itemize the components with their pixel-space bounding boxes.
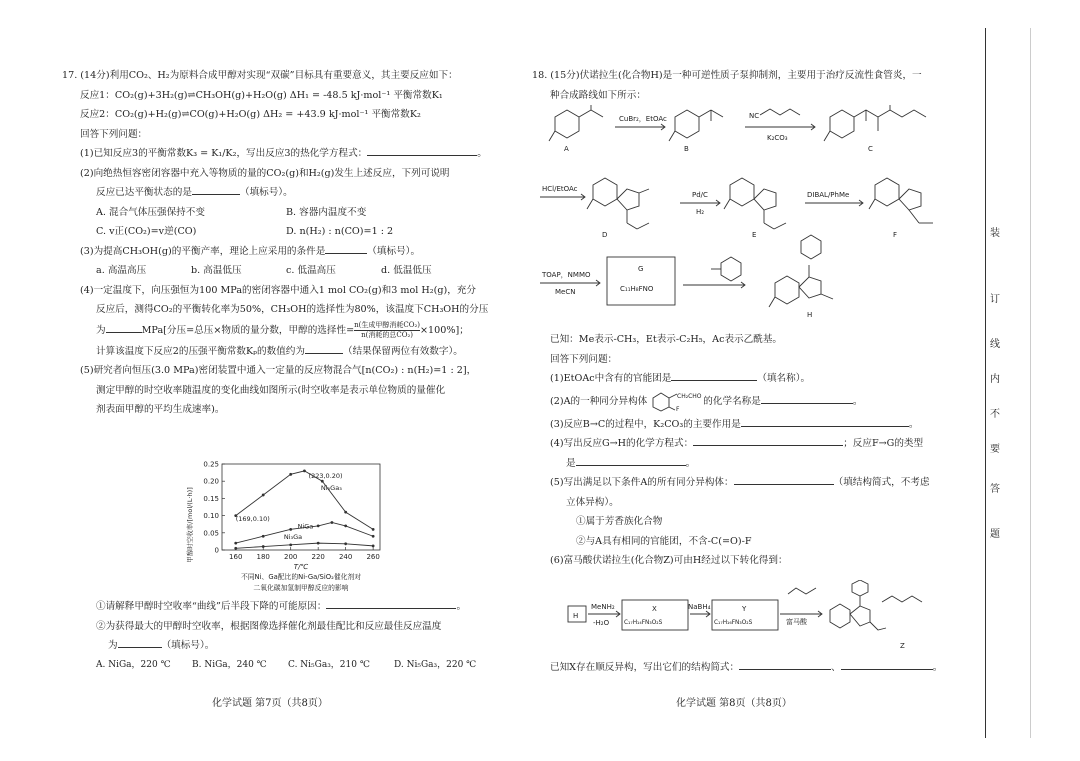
benzene-ring-b <box>675 110 699 138</box>
data-point <box>372 528 375 531</box>
x-tick-label: 200 <box>284 553 298 561</box>
reagent-toap: TOAP，NMMO <box>542 271 591 279</box>
answer-blank[interactable] <box>734 473 834 485</box>
option-a: A. NiGa，220 ℃ <box>96 659 171 670</box>
binding-notice-char: 线 <box>990 339 1000 350</box>
answer-blank[interactable] <box>305 342 343 354</box>
reagent-h2: H₂ <box>696 208 705 216</box>
data-point <box>289 473 292 476</box>
binding-notice-char: 要 <box>990 444 1000 455</box>
q18-part4b: 是 。 <box>532 454 962 474</box>
fraction-denominator: n(消耗的总CO₂) <box>361 330 413 339</box>
compound-h-label: H <box>573 612 579 620</box>
reagent-nc: NC <box>749 112 760 120</box>
q18-part5-cond2: ②与A具有相同的官能团，不含-C(=O)-F <box>576 535 752 547</box>
answer-blank[interactable] <box>841 658 933 670</box>
data-point <box>303 469 306 472</box>
data-point <box>262 545 265 548</box>
answer-blank[interactable] <box>118 636 162 648</box>
label-a: A <box>564 145 569 153</box>
binding-notice-char: 订 <box>990 294 1000 305</box>
y-axis-label: 甲醇时空收率/[mol/(L·h)] <box>186 487 194 563</box>
answer-blank[interactable] <box>739 658 831 670</box>
series-label: Ni₅Ga₃ <box>320 483 342 492</box>
svg-text:F: F <box>676 406 680 412</box>
compound-y-title: Y <box>742 605 747 613</box>
x-axis-label: T/℃ <box>293 563 309 571</box>
q17-part4c: 为 MPa[分压=总压×物质的量分数，甲醇的选择性= n(生成甲醇消耗CO₂) n(消耗的总CO₂) ×100%]； <box>96 320 469 339</box>
answer-blank[interactable] <box>741 415 909 427</box>
data-point <box>234 547 237 550</box>
chart-caption-1: 不同Ni、Ga配比的Ni-Ga/SiO₂催化剂对 <box>240 573 362 581</box>
x-tick-label: 240 <box>338 553 353 561</box>
q18-part2: (2)A的一种同分异构体 CH₂CHO F 的化学名称是 。 <box>532 389 962 415</box>
question-18-parts <box>532 330 962 571</box>
svg-text:CH₂CHO: CH₂CHO <box>677 393 702 400</box>
compound-z-label: Z <box>900 642 905 650</box>
label-c: C <box>868 145 873 153</box>
pyrrole-ring-f <box>899 189 921 210</box>
option-b: b. 高温低压 <box>191 265 242 276</box>
q18-ask: 回答下列问题： <box>550 353 618 365</box>
benzene-ring-e <box>730 178 754 206</box>
answer-blank[interactable] <box>576 454 686 466</box>
fraction-numerator: n(生成甲醇消耗CO₂) <box>354 320 420 329</box>
y-tick-label: 0.10 <box>203 512 219 521</box>
q17-part4a: (4)一定温度下，向压强恒为100 MPa的密闭容器中通入1 mol CO₂(g)和3 mol H₂(g)，充分 <box>80 284 476 296</box>
option-d: D. n(H₂) : n(CO)=1 : 2 <box>286 226 394 237</box>
option-c: C. Ni₅Ga₃，210 ℃ <box>288 659 370 670</box>
option-d: d. 低温低压 <box>381 265 432 276</box>
binding-notice-char: 不 <box>990 409 1000 420</box>
data-point <box>321 480 324 483</box>
data-point <box>344 511 347 514</box>
x-tick-label: 160 <box>229 553 243 561</box>
compound-y-formula: C₁₇H₁₆FN₃O₂S <box>714 620 753 626</box>
label-h: H <box>807 311 813 319</box>
option-c: C. v正(CO₂)=v逆(CO) <box>96 226 197 237</box>
q18-part5-cond1: ①属于芳香族化合物 <box>576 516 663 527</box>
q17-part2a: (2)向绝热恒容密闭容器中充入等物质的量的CO₂(g)和H₂(g)发生上述反应，下列可说明 <box>80 167 450 179</box>
answer-blank[interactable] <box>325 242 367 254</box>
reagent-h2o: -H₂O <box>593 619 610 627</box>
reagent-nabh4: NaBH₄ <box>688 603 711 611</box>
x-tick-label: 180 <box>256 553 270 561</box>
binding-notice-char: 答 <box>990 484 1000 495</box>
q18-part1: (1)EtOAc中含有的官能团是 （填名称）。 <box>532 369 962 389</box>
compound-g-title: G <box>638 265 644 273</box>
fumarate-scheme <box>560 580 960 652</box>
label-e: E <box>752 231 757 239</box>
y-tick-label: 0.20 <box>203 477 219 486</box>
answer-blank[interactable] <box>761 392 853 404</box>
q17-part5a: (5)研究者向恒压(3.0 MPa)密闭装置中通入一定量的反应物混合气[n(CO₂) : n(H₂)=1 : 2]， <box>80 365 477 376</box>
y-tick-label: 0.15 <box>203 494 219 503</box>
reagent-mecn: MeCN <box>555 288 576 296</box>
pyridine-ring-h <box>801 235 821 259</box>
pyrrole-ring-d <box>617 189 639 210</box>
answer-blank[interactable] <box>192 183 240 195</box>
binding-notice-char: 装 <box>990 228 1000 239</box>
page-footer-right: 化学试题 第8页（共8页） <box>676 698 792 709</box>
binding-notice-char: 内 <box>990 374 1000 385</box>
series-line-3 <box>236 543 373 548</box>
q18-known: 已知：Me表示-CH₃，Et表示-C₂H₅，Ac表示乙酰基。 <box>550 334 783 345</box>
y-tick-label: 0 <box>214 546 219 555</box>
q18-part5: (5)写出满足以下条件A的所有同分异构体： （填结构简式，不考虑 <box>532 473 962 493</box>
q17-part5-2b: 为 （填标号）。 <box>62 636 507 656</box>
annotation-start: (169,0.10) <box>235 514 270 523</box>
data-point <box>372 535 375 538</box>
answer-blank[interactable] <box>326 597 456 609</box>
label-d: D <box>602 231 608 239</box>
benzene-ring-a <box>555 110 579 138</box>
q18-title: 18. (15分)伏诺拉生(化合物H)是一种可逆性质子泵抑制剂，主要用于治疗反流性食管炎，一 <box>532 70 922 81</box>
question-18 <box>532 66 962 105</box>
x-tick-label: 220 <box>311 553 325 561</box>
q18-part6-tail: 已知X存在顺反异构，写出它们的结构简式： 、 。 <box>532 658 962 678</box>
pyridine-ring <box>721 257 741 281</box>
reagent-fumaric: 富马酸 <box>786 618 807 626</box>
q17-part1: (1)已知反应3的平衡常数K₃ = K₁/K₂，写出反应3的热化学方程式： 。 <box>62 144 507 164</box>
option-d: D. Ni₅Ga₃，220 ℃ <box>394 659 477 670</box>
option-a: a. 高温高压 <box>96 265 147 276</box>
series-label: Ni₃Ga <box>283 532 303 541</box>
q17-part2b: 反应已达平衡状态的是 （填标号）。 <box>62 183 507 203</box>
reagent-menh2: MeNH₂ <box>591 603 615 611</box>
q18-part3: (3)反应B→C的过程中，K₂CO₃的主要作用是 。 <box>532 415 962 435</box>
benzene-ring-h <box>775 276 799 304</box>
answer-blank[interactable] <box>367 144 477 156</box>
option-b: B. 容器内温度不变 <box>286 206 367 218</box>
x-tick-label: 260 <box>366 553 380 561</box>
pyrrole-ring-e <box>754 189 776 210</box>
q17-part4d: 计算该温度下反应2的压强平衡常数Kₚ的数值约为 （结果保留两位有效数字）。 <box>62 342 507 362</box>
q18-part6: (6)富马酸伏诺拉生(化合物Z)可由H经过以下转化得到： <box>550 555 788 566</box>
q17-part5-options <box>62 656 507 676</box>
reagent-cubr2: CuBr₂，EtOAc <box>619 115 667 123</box>
q18-title-2: 种合成路线如下所示： <box>550 89 646 101</box>
benzene-ring-d <box>593 178 617 206</box>
q18-part4: (4)写出反应G→H的化学方程式： ；反应F→G的类型 <box>532 434 962 454</box>
reagent-dibal: DIBAL/PhMe <box>807 191 850 199</box>
q17-part5-2a: ②为获得最大的甲醇时空收率，根据图像选择催化剂最佳配比和反应最佳反应温度 <box>96 620 442 632</box>
data-point <box>289 528 292 531</box>
q17-part5-1: ①请解释甲醇时空收率“曲线”后半段下降的可能原因： 。 <box>62 597 507 617</box>
reaction-1: 反应1：CO₂(g)+3H₂(g)⇌CH₃OH(g)+H₂O(g) ΔH₁ = -48.5 kJ·mol⁻¹ 平衡常数K₁ <box>80 89 443 101</box>
question-17-part5-subs <box>62 597 507 675</box>
option-a: A. 混合气体压强保持不变 <box>96 206 205 218</box>
page-footer-left: 化学试题 第7页（共8页） <box>212 698 328 709</box>
annotation-peak: (223,0.20) <box>308 471 343 480</box>
q18-part5b: 立体异构）。 <box>566 496 619 508</box>
data-point <box>262 494 265 497</box>
q17-part2-options-ab <box>62 203 507 223</box>
reagent-hcl: HCl/EtOAc <box>542 185 578 193</box>
reagent-k2co3: K₂CO₃ <box>767 134 788 142</box>
q17-part5c: 剂表面甲醇的平均生成速率)。 <box>96 404 225 415</box>
data-point <box>372 544 375 547</box>
pyrrole-ring-h <box>799 277 821 298</box>
y-tick-label: 0.05 <box>203 529 219 538</box>
data-point <box>344 542 347 545</box>
methanol-yield-chart <box>180 452 390 602</box>
label-f: F <box>893 231 898 239</box>
isomer-structure <box>647 390 703 412</box>
series-label: NiGa <box>297 522 314 531</box>
data-point <box>317 542 320 545</box>
answer-prompt: 回答下列问题： <box>80 128 148 140</box>
binding-notice-char: 题 <box>990 529 1000 540</box>
q17-part5b: 测定甲醇的时空收率随温度的变化曲线如图所示(时空收率是表示单位物质的量催化 <box>96 384 446 396</box>
answer-blank[interactable] <box>106 321 142 333</box>
answer-blank[interactable] <box>693 434 843 446</box>
data-point <box>289 543 292 546</box>
y-tick-label: 0.25 <box>203 460 219 469</box>
synthesis-scheme <box>535 105 955 330</box>
chart-caption-2: 二氧化碳加氢制甲醇反应的影响 <box>253 584 349 592</box>
q17-part4b: 反应后，测得CO₂的平衡转化率为50%，CH₃OH的选择性为80%，该温度下CH₃OH的分压 <box>96 304 489 315</box>
compound-g-formula: C₁₁H₈FNO <box>620 285 654 293</box>
data-point <box>262 535 265 538</box>
binding-line-outer <box>1030 28 1031 738</box>
compound-x-title: X <box>652 605 657 613</box>
q17-part3-options <box>62 261 507 281</box>
compound-x-formula: C₁₇H₁₄FN₃O₂S <box>624 620 663 626</box>
benzene-ring-c <box>830 110 854 138</box>
data-point <box>317 525 320 528</box>
q17-part3: (3)为提高CH₃OH(g)的平衡产率，理论上应采用的条件是 （填标号）。 <box>62 242 507 262</box>
data-point <box>331 521 334 524</box>
label-b: B <box>684 145 689 153</box>
benzene-ring-f <box>875 178 899 206</box>
binding-line <box>985 28 986 738</box>
reaction-2: 反应2：CO₂(g)+H₂(g)⇌CO(g)+H₂O(g) ΔH₂ = +43.9 kJ·mol⁻¹ 平衡常数K₂ <box>80 109 421 120</box>
question-18-part6-answer <box>532 658 962 678</box>
data-point <box>344 525 347 528</box>
q17-part2-options-cd <box>62 222 507 242</box>
q17-title: 17. (14分)利用CO₂、H₂为原料合成甲醇对实现“双碳”目标具有重要意义，其主要反应如下： <box>62 70 458 81</box>
option-b: B. NiGa，240 ℃ <box>192 659 267 670</box>
data-point <box>234 542 237 545</box>
answer-blank[interactable] <box>671 369 757 381</box>
option-c: c. 低温高压 <box>286 265 336 276</box>
reagent-pdc: Pd/C <box>692 191 708 199</box>
question-17 <box>62 66 507 420</box>
